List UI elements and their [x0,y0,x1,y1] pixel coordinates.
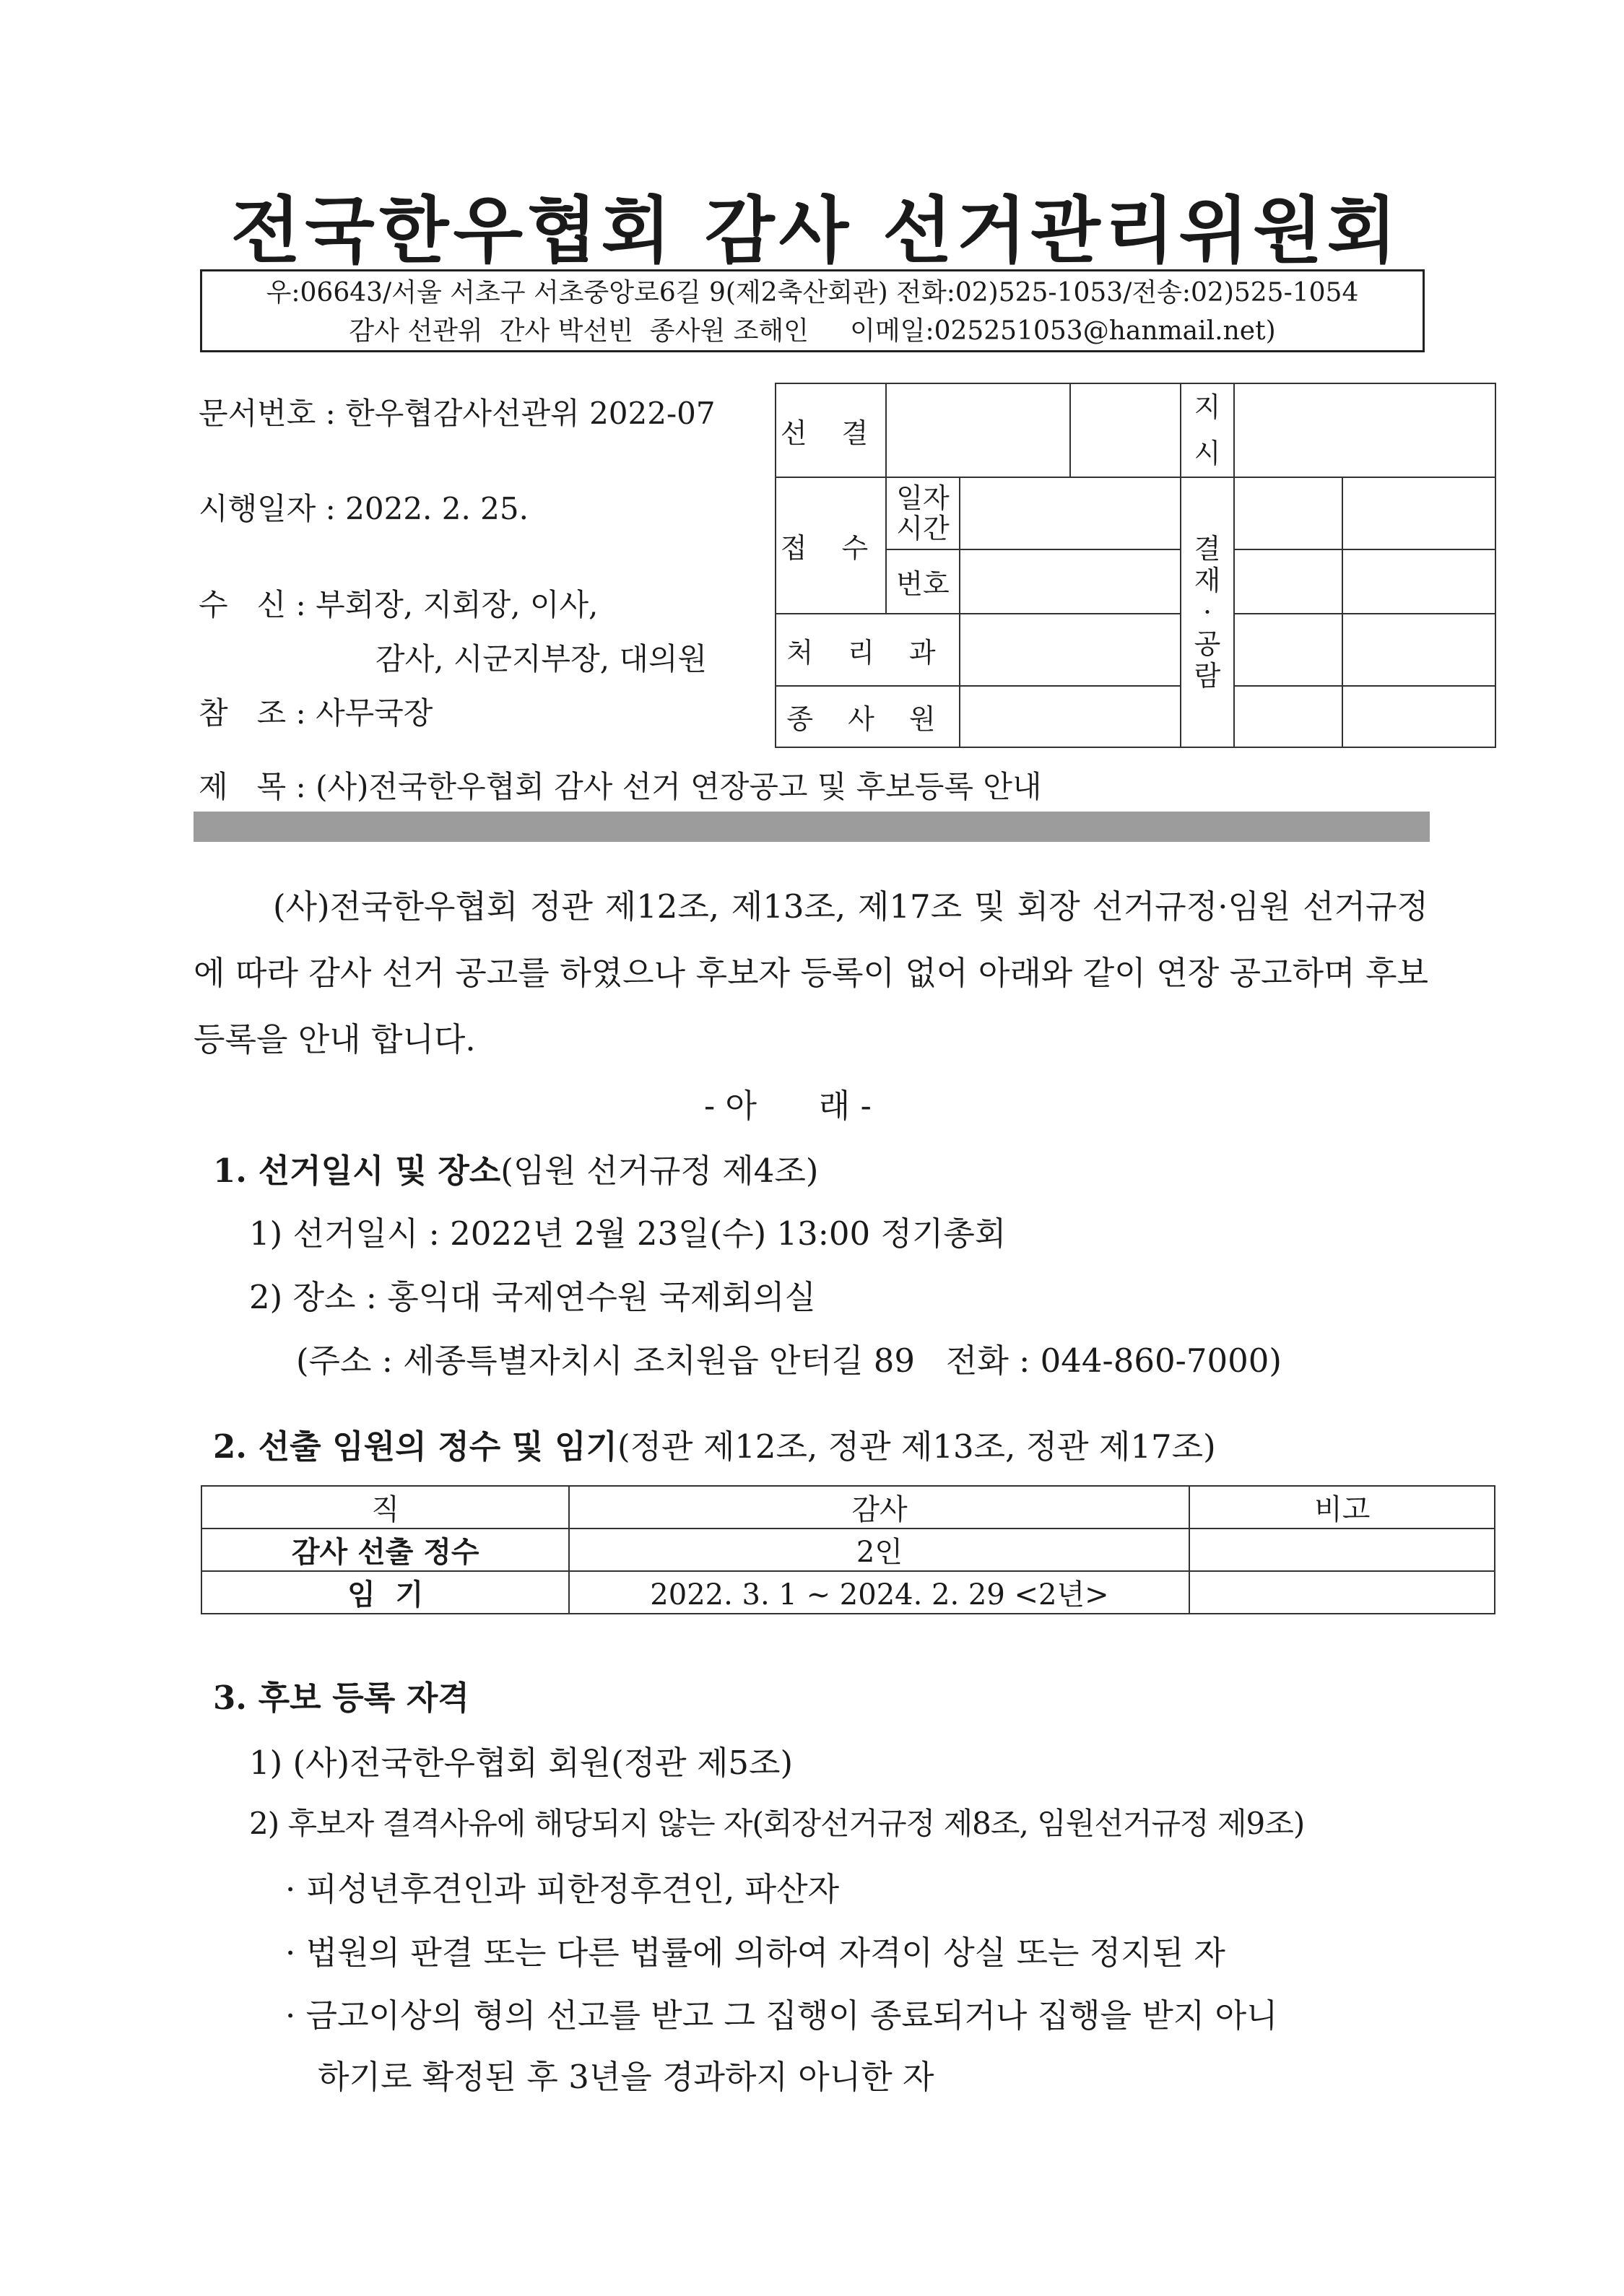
gyeoljae-cell-2 [1342,477,1495,549]
section-3-bullet-1: · 피성년후견인과 피한정후견인, 파산자 [285,1870,840,1908]
gyeoljae-label: 결재·공람 [1181,477,1234,747]
table-header-note: 비고 [1189,1486,1495,1529]
subject [199,763,1042,806]
subject-label: 제 목 : [199,769,306,804]
doc-number [199,390,716,433]
jisi-label: 지시 [1181,383,1234,477]
gyeoljae-cell-3 [1234,549,1342,614]
table-cell: 감사 선출 정수 [201,1529,569,1571]
recipient-line-2: 감사, 시군지부장, 대의원 [375,641,708,677]
section-3-item-1: 1) (사)전국한우협회 회원(정관 제5조) [249,1744,794,1782]
reference-value: 사무국장 [316,695,433,731]
gyeoljae-cell-1 [1234,477,1342,549]
doc-number-value: 한우협감사선관위 2022-07 [345,396,716,431]
section-1-note: (임원 선거규정 제4조) [500,1152,819,1190]
gyeoljae-cell-4 [1342,549,1495,614]
section-3-bullet-3-cont: 하기로 확정된 후 3년을 경과하지 아니한 자 [318,2058,934,2096]
table-row [201,1529,1495,1571]
arae-heading: - 아 래 - [704,1087,872,1125]
section-1-item-1: 1) 선거일시 : 2022년 2월 23일(수) 13:00 정기총회 [249,1214,1007,1253]
section-1-title: 1. 선거일시 및 장소 [213,1152,501,1190]
table-cell: 2022. 3. 1 ~ 2024. 2. 29 <2년> [569,1571,1189,1614]
sungyeol-cell-2 [1070,383,1181,477]
section-3-item-2: 2) 후보자 결격사유에 해당되지 않는 자(회장선거규정 제8조, 임원선거규정 제9조) [249,1806,1305,1841]
section-2-note: (정관 제12조, 정관 제13조, 정관 제17조) [617,1427,1216,1466]
separator-bar [194,812,1430,842]
gyeoljae-cell-6 [1342,614,1495,686]
section-3-title: 3. 후보 등록 자격 [213,1679,469,1717]
section-2-title: 2. 선출 임원의 정수 및 임기 [213,1427,618,1466]
reference [199,690,433,733]
recipient-line-1: 부회장, 지회장, 이사, [316,587,599,622]
beonho-label: 번호 [886,549,960,614]
address-line-2: 감사 선관위 간사 박선빈 종사원 조해인 이메일:025251053@hanmail.net) [349,316,1276,346]
section-1-item-3: (주소 : 세종특별자치시 조치원읍 안터길 89 전화 : 044-860-7000) [296,1341,1282,1380]
table-cell [1189,1571,1495,1614]
table-header-position: 직 [201,1486,569,1529]
address-line-1: 우:06643/서울 서초구 서초중앙로6길 9(제2축산회관) 전화:02)525-1053/전송:02)525-1054 [266,278,1359,308]
section-3-bullet-2: · 법원의 판결 또는 다른 법률에 의하여 자격이 상실 또는 정지된 자 [285,1934,1225,1972]
sungyeol-label: 선 결 [776,383,886,477]
section-1-heading [213,1144,818,1191]
table-cell: 임 기 [201,1571,569,1614]
table-row [201,1571,1495,1614]
address-box [200,269,1425,352]
section-3-bullet-3: · 금고이상의 형의 선고를 받고 그 집행이 종료되거나 집행을 받지 아니 [285,1996,1278,2035]
table-header-auditor: 감사 [569,1486,1189,1529]
ilja-sigan-label: 일자시간 [886,477,960,549]
jeopsu-label: 접 수 [776,477,886,614]
table-header-row [201,1486,1495,1529]
issue-date-label: 시행일자 : [199,491,336,526]
subject-value: (사)전국한우협회 감사 선거 연장공고 및 후보등록 안내 [316,769,1042,804]
reference-label: 참 조 : [199,695,306,731]
cheorigwa-cell [960,614,1181,686]
gyeoljae-cell-8 [1342,686,1495,747]
issue-date [199,485,529,529]
approval-table [775,383,1496,748]
ilja-sigan-cell [960,477,1181,549]
recipient-label: 수 신 : [199,587,306,622]
sungyeol-cell [886,383,1070,477]
jongsawon-label: 종 사 원 [776,686,960,747]
cheorigwa-label: 처 리 과 [776,614,960,686]
table-cell: 2인 [569,1529,1189,1571]
gyeoljae-cell-7 [1234,686,1342,747]
section-2-heading [213,1420,1216,1467]
org-title: 전국한우협회 감사 선거관리위원회 [230,188,1402,273]
section-1-item-2: 2) 장소 : 홍익대 국제연수원 국제회의실 [249,1278,816,1316]
recipient [199,581,598,625]
gyeoljae-cell-5 [1234,614,1342,686]
election-table [201,1485,1495,1614]
jongsawon-cell [960,686,1181,747]
table-cell [1189,1529,1495,1571]
doc-number-label: 문서번호 : [199,396,336,431]
jisi-cell [1234,383,1495,477]
intro-paragraph: (사)전국한우협회 정관 제12조, 제13조, 제17조 및 회장 선거규정·임원 선거규정에 따라 감사 선거 공고를 하였으나 후보자 등록이 없어 아래와 같이 연장 공고하며 후보등록을 안내 합니다. [194,887,1428,1058]
issue-date-value: 2022. 2. 25. [345,491,529,526]
beonho-cell [960,549,1181,614]
